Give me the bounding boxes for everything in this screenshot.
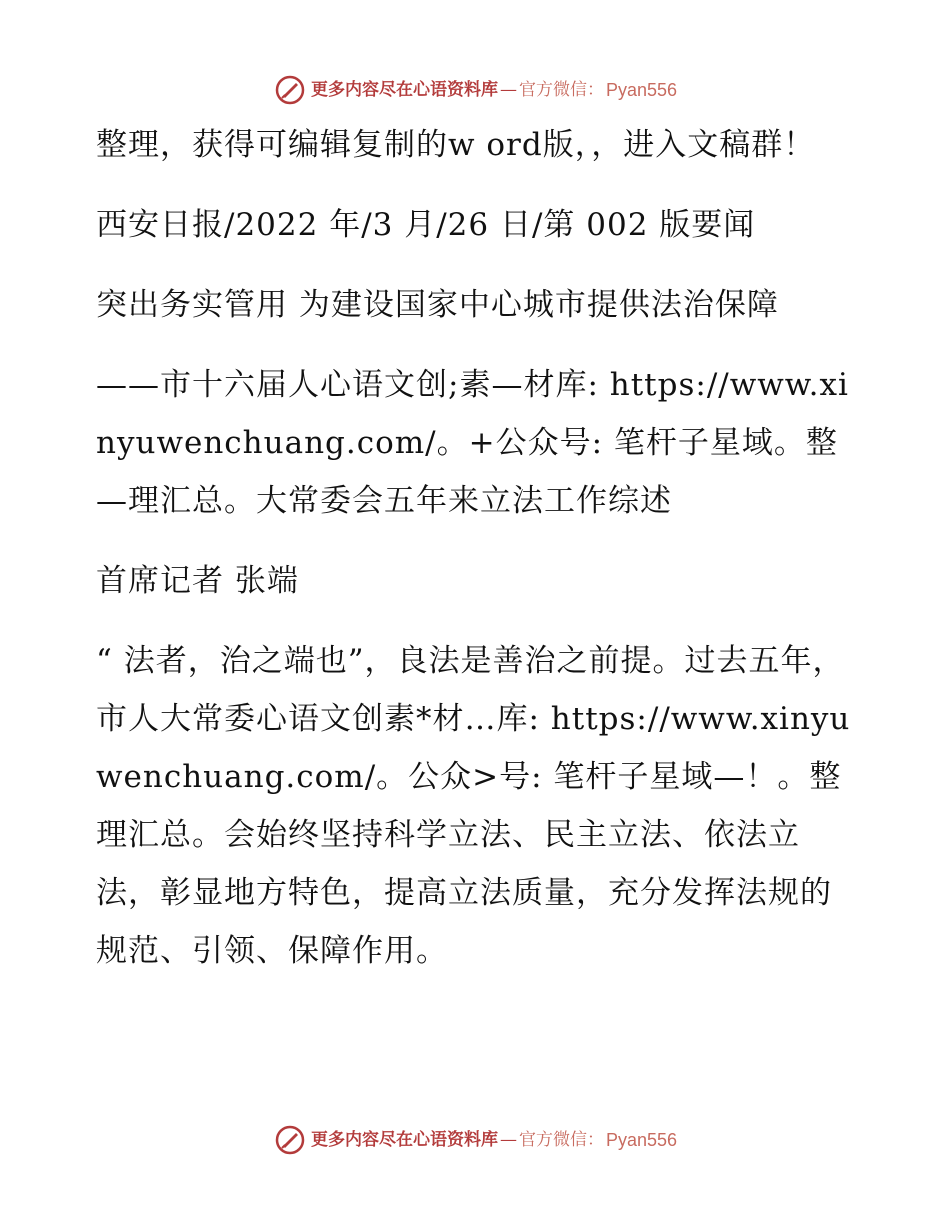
paragraph-2: 西安日报/2022 年/3 月/26 日/第 002 版要闻 [96, 207, 756, 243]
quill-logo-icon [273, 73, 307, 107]
paragraph-gap [96, 174, 856, 196]
watermark-wechat-id: Pyan556 [605, 1130, 678, 1150]
paragraph-3: 突出务实管用 为建设国家中心城市提供法治保障 [96, 287, 779, 323]
watermark-wechat-label: 官方微信： [518, 1129, 604, 1150]
watermark-separator: — [499, 79, 517, 100]
quill-logo-icon [273, 1123, 307, 1157]
watermark-separator: — [499, 1129, 517, 1150]
watermark-text [311, 1131, 677, 1149]
watermark-brand: 更多内容尽在心语资料库 [310, 79, 498, 100]
footer-watermark [0, 1118, 950, 1162]
watermark-brand: 更多内容尽在心语资料库 [310, 1129, 498, 1150]
watermark-wechat-label: 官方微信： [518, 79, 604, 100]
paragraph-6: “ 法者，治之端也”，良法是善治之前提。过去五年，市人大常委心语文创素*材…库: https://www.xinyuwenchuang.com/。公众>号: 笔杆子星域—！。整理汇总。会始终坚持科学立法、民主立法、依法立法，彰显地方特色，提高立法质量，充分发挥法规的规范、引领、保障作用。 [96, 643, 851, 969]
paragraph-gap [96, 530, 856, 552]
paragraph-gap [96, 334, 856, 356]
watermark-text [311, 81, 677, 99]
paragraph-5: 首席记者 张端 [96, 563, 299, 599]
paragraph-1: 整理，获得可编辑复制的w ord版，，进入文稿群！ [96, 127, 816, 163]
watermark-wechat-id: Pyan556 [605, 80, 678, 100]
paragraph-gap [96, 610, 856, 632]
paragraph-gap [96, 254, 856, 276]
document-body [96, 116, 856, 980]
header-watermark [0, 68, 950, 112]
paragraph-4: ——市十六届人心语文创;素—材库: https://www.xinyuwenchuang.com/。+公众号: 笔杆子星域。整—理汇总。大常委会五年来立法工作综述 [96, 367, 849, 519]
